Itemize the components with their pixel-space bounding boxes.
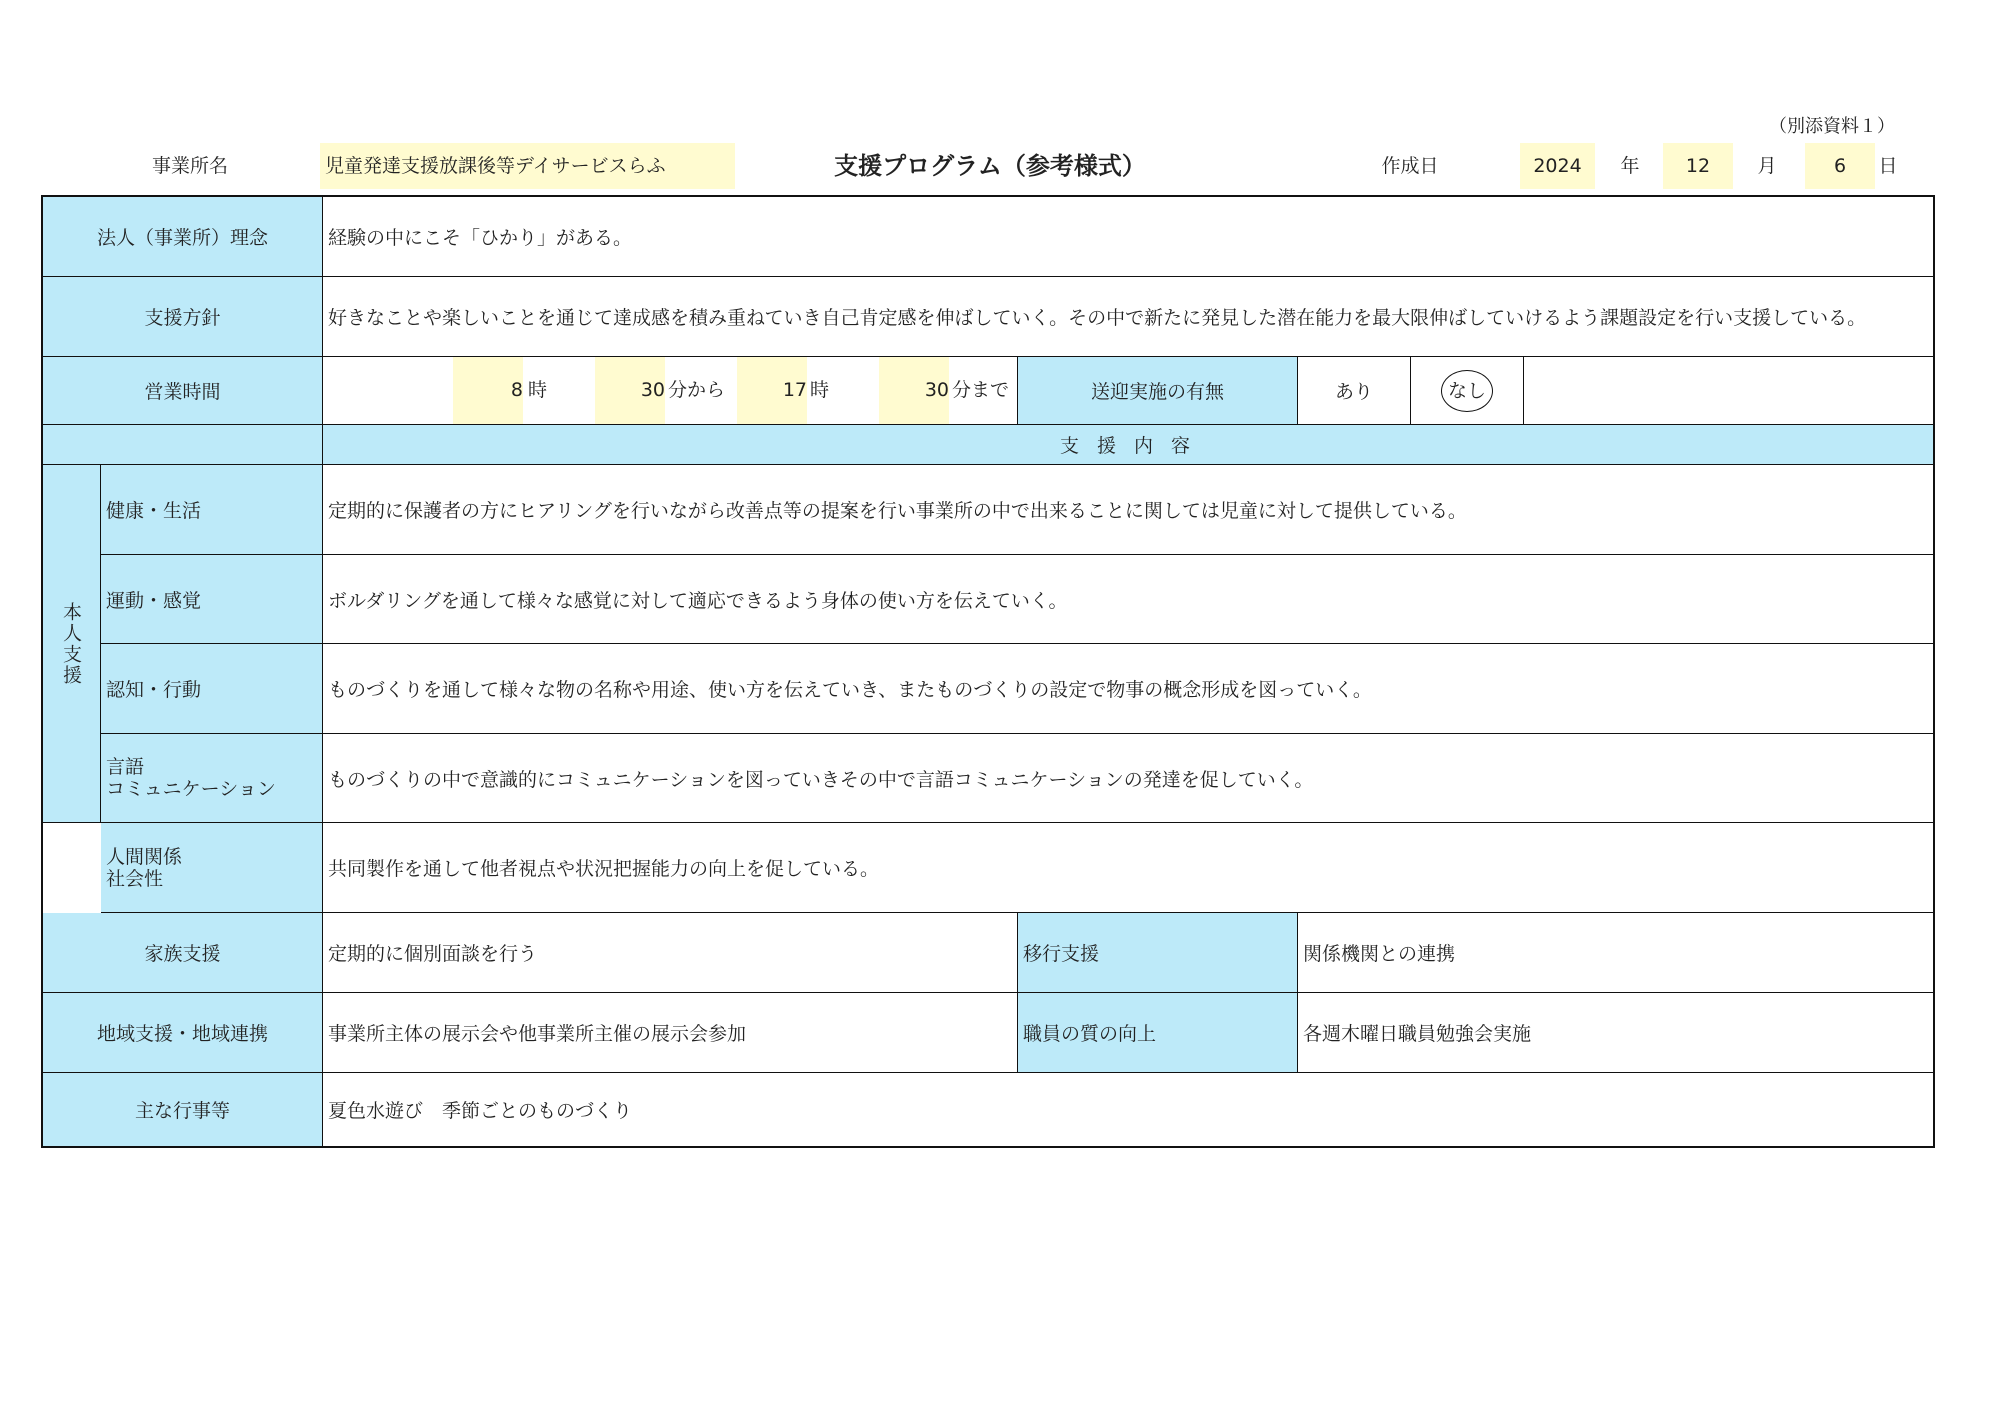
start-hour-field[interactable]: 8 [453, 357, 523, 424]
hours-label: 営業時間 [43, 357, 323, 425]
language-label-line1: 言語 [106, 756, 145, 778]
health-life-label: 健康・生活 [101, 465, 323, 555]
family-support-value[interactable]: 定期的に個別面談を行う [323, 913, 1018, 993]
policy-value[interactable]: 好きなことや楽しいことを通じて達成感を積み重ねていき自己肯定感を伸ばしていく。その中で新たに発見した潜在能力を最大限伸ばしていけるよう課題設定を行い支援している。 [323, 277, 1933, 357]
support-program-table [41, 195, 1935, 1148]
month-field[interactable]: 12 [1663, 143, 1733, 189]
transport-label: 送迎実施の有無 [1018, 357, 1298, 425]
transport-blank [1524, 357, 1933, 425]
to-unit: 分まで [952, 379, 1010, 401]
transport-option-yes[interactable]: あり [1298, 357, 1411, 425]
start-hour-unit: 時 [528, 379, 548, 401]
support-content-blank [43, 425, 323, 465]
end-hour-field[interactable]: 17 [737, 357, 807, 424]
day-unit: 日 [1878, 155, 1898, 177]
philosophy-label: 法人（事業所）理念 [43, 197, 323, 277]
health-life-value[interactable]: 定期的に保護者の方にヒアリングを行いながら改善点等の提案を行い事業所の中で出来ることに関しては児童に対して提供している。 [323, 465, 1933, 555]
community-support-value[interactable]: 事業所主体の展示会や他事業所主催の展示会参加 [323, 993, 1018, 1073]
language-communication-label [101, 734, 323, 823]
events-label: 主な行事等 [43, 1073, 323, 1146]
transport-option-no-selected: なし [1441, 370, 1493, 412]
staff-quality-value[interactable]: 各週木曜日職員勉強会実施 [1298, 993, 1933, 1073]
individual-support-label: 本人支援 [60, 601, 82, 686]
page-title: 支援プログラム（参考様式） [834, 152, 1146, 180]
individual-support-group [43, 465, 101, 823]
transport-option-no[interactable] [1411, 357, 1524, 425]
office-label: 事業所名 [151, 155, 228, 177]
policy-label: 支援方針 [43, 277, 323, 357]
transition-support-label: 移行支援 [1018, 913, 1298, 993]
cognition-behavior-value[interactable]: ものづくりを通して様々な物の名称や用途、使い方を伝えていき、またものづくりの設定で物事の概念形成を図っていく。 [323, 644, 1933, 734]
relationships-social-value[interactable]: 共同製作を通して他者視点や状況把握能力の向上を促している。 [323, 823, 1933, 913]
staff-quality-label: 職員の質の向上 [1018, 993, 1298, 1073]
motor-sensory-value[interactable]: ボルダリングを通して様々な感覚に対して適応できるよう身体の使い方を伝えていく。 [323, 555, 1933, 644]
relationships-label-line1: 人間関係 [106, 845, 183, 868]
date-label: 作成日 [1381, 155, 1439, 177]
start-minute-field[interactable]: 30 [595, 357, 665, 424]
community-support-label: 地域支援・地域連携 [43, 993, 323, 1073]
relationships-social-label [101, 823, 323, 913]
philosophy-value[interactable]: 経験の中にこそ「ひかり」がある。 [323, 197, 1933, 277]
motor-sensory-label: 運動・感覚 [101, 555, 323, 644]
cognition-behavior-label: 認知・行動 [101, 644, 323, 734]
year-field[interactable]: 2024 [1520, 143, 1595, 189]
family-support-label: 家族支援 [43, 913, 323, 993]
day-field[interactable]: 6 [1805, 143, 1875, 189]
office-name-field[interactable]: 児童発達支援放課後等デイサービスらふ [320, 143, 735, 189]
events-value[interactable]: 夏色水遊び 季節ごとのものづくり [328, 1100, 633, 1122]
attachment-annotation: （別添資料１） [1769, 116, 1895, 137]
transition-support-value[interactable]: 関係機関との連携 [1298, 913, 1933, 993]
language-communication-value[interactable]: ものづくりの中で意識的にコミュニケーションを図っていきその中で言語コミュニケーションの発達を促していく。 [323, 734, 1933, 823]
end-hour-unit: 時 [810, 379, 830, 401]
language-label-line2: コミュニケーション [106, 778, 276, 800]
relationships-label-line2: 社会性 [106, 867, 164, 890]
hours-field-group [323, 357, 1018, 425]
from-unit: 分から [668, 379, 726, 401]
end-minute-field[interactable]: 30 [879, 357, 949, 424]
year-unit: 年 [1620, 155, 1640, 177]
support-content-header: 支 援 内 容 [323, 425, 1933, 465]
month-unit: 月 [1757, 155, 1777, 177]
